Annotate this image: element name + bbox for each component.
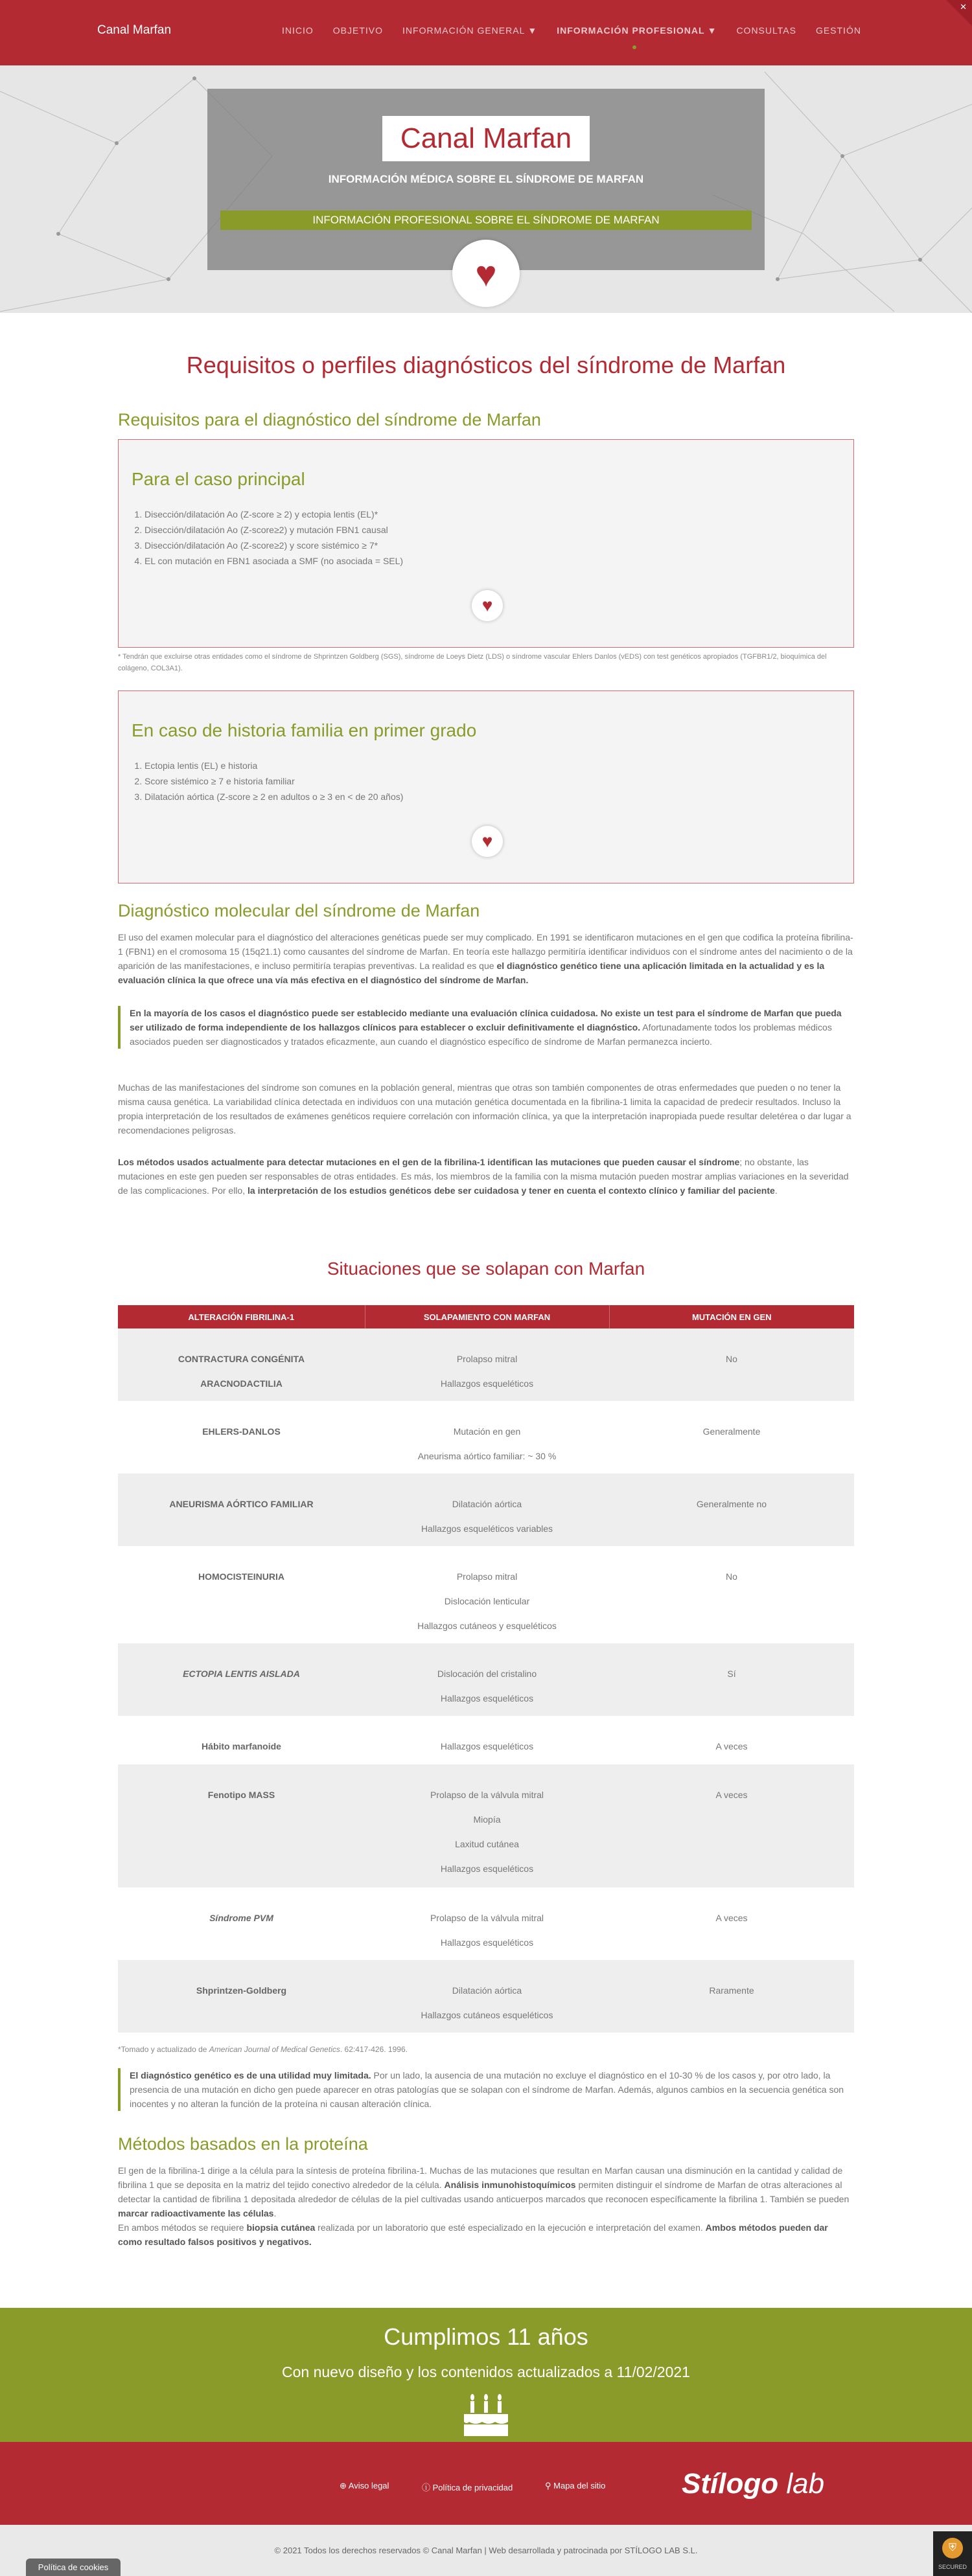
- nav-consultas[interactable]: CONSULTAS: [736, 25, 796, 36]
- cell-line: Prolapso de la válvula mitral: [430, 1913, 544, 1923]
- table-cell: [365, 1764, 609, 1887]
- shield-icon: ⊕: [340, 2481, 349, 2491]
- banner-subtitle: Con nuevo diseño y los contenidos actualizados a 11/02/2021: [282, 2364, 690, 2380]
- text-strong: Ambos métodos pueden dar como resultado falsos positivos y negativos.: [118, 2222, 828, 2247]
- text-strong: la interpretación de los estudios genéticos debe ser cuidadosa y tener en cuenta el contexto clínico y familiar del paciente: [248, 1185, 775, 1196]
- text-span: .: [774, 1185, 778, 1196]
- text-strong: Análisis inmunohistoquímicos: [444, 2180, 576, 2190]
- birthday-cake-icon: [460, 2392, 512, 2437]
- paragraph: Muchas de las manifestaciones del síndrome son comunes en la población general, mientras que otras son también componentes de otras enfermedades que pueden o no tener la misma causa genética. La variabilidad clínica detectada en individuos con una mutación genética documentada en la fibrilina-1 limita la capacidad de predecir resultados. Incluso la propia interpretación de los resultados de exámenes genéticos requiere correlación con información clínica, ya que la interpretación inapropiada puede resultar deletérea o dar lugar a recomendaciones peligrosas.: [118, 1082, 851, 1135]
- list-item: 1. Disección/dilatación Ao (Z-score ≥ 2) y ectopia lentis (EL)*: [145, 507, 403, 522]
- table-cell: [118, 1328, 365, 1401]
- paragraph: [118, 1155, 854, 1198]
- heart-logo-icon: ♥: [452, 240, 520, 307]
- cell-line: Prolapso de la válvula mitral: [430, 1790, 544, 1800]
- card-title: En caso de historia familia en primer grado: [132, 720, 477, 740]
- cell-line: Dislocación lenticular: [444, 1596, 530, 1606]
- table-cell: [365, 1474, 609, 1546]
- table-cell: [365, 1546, 609, 1643]
- text-span: El uso del examen molecular para el diagnóstico del alteraciones genéticas puede ser muy complicado. En 1991 se identificaron mutaciones en el gen que codifica la proteína fibrilina-1 (FBN1) en el cromosoma 15 (15q21.1) como causantes del síndrome de Marfan. En teoría este hallazgo permitiría identificar individuos con el síndrome antes del nacimiento o de la aparición de las manifestaciones, e incluso permitiría terapias preventivas. La realidad es que: [118, 932, 853, 971]
- card-title: Para el caso principal: [132, 469, 305, 489]
- table-cell: No: [609, 1546, 854, 1643]
- card-historia-familiar: [118, 690, 854, 883]
- footnote: * Tendrán que excluirse otras entidades como el síndrome de Shprintzen Goldberg (SGS), síndrome de Loeys Dietz (LDS) o síndrome vascular Ehlers Danlos (vEDS) con test genéticos apropiados (TGFBR1/2, bioquímica del colágeno, COL3A1).: [118, 653, 827, 672]
- table-row: [118, 1960, 854, 2033]
- cell-line: Hallazgos cutáneos esqueléticos: [421, 2010, 553, 2020]
- text-strong: En la mayoría de los casos el diagnóstico puede ser establecido mediante una evaluación clínica cuidadosa. No existe un test para el síndrome de Marfan que pueda ser utilizado de forma independiente de los hallazgos clínicos para establecer o excluir definitivamente el diagnóstico.: [130, 1008, 842, 1032]
- table-row: [118, 1887, 854, 1960]
- table-row: [118, 1328, 854, 1401]
- table-cell: HOMOCISTEINURIA: [118, 1546, 365, 1643]
- cell-line: CONTRACTURA CONGÉNITA: [178, 1354, 305, 1364]
- table-cell: ANEURISMA AÓRTICO FAMILIAR: [118, 1474, 365, 1546]
- text-span: En ambos métodos se requiere: [118, 2222, 247, 2233]
- table-row: [118, 1716, 854, 1764]
- list-item: 3. Disección/dilatación Ao (Z-score≥2) y score sistémico ≥ 7*: [145, 538, 403, 553]
- text-span: . 62:417-426. 1996.: [340, 2045, 408, 2054]
- close-icon[interactable]: ✕: [960, 2, 967, 12]
- table-cell: Hábito marfanoide: [118, 1716, 365, 1764]
- chevron-down-icon: ▼: [707, 25, 717, 36]
- text-strong: el diagnóstico genético tiene una aplicación limitada en la actualidad y es la evaluación clínica la que ofrece una vía más efectiva en el diagnóstico del síndrome de Marfan.: [118, 961, 825, 985]
- nav-inicio[interactable]: INICIO: [282, 25, 314, 36]
- table-cell: Sí: [609, 1643, 854, 1716]
- criteria-list: [145, 758, 403, 804]
- cell-line: Aneurisma aórtico familiar: ~ 30 %: [417, 1451, 557, 1461]
- text-span: *Tomado y actualizado de: [118, 2045, 209, 2054]
- text-span: permiten distinguir el síndrome de Marfan de otras alteraciones al detectar la cantidad de fibrilina 1 depositada alrededor de células de la piel cultivadas usando anticuerpos marcados que reconocen específicamente la fibrilina 1. También se pueden: [118, 2180, 850, 2204]
- table-header-row: [118, 1305, 854, 1328]
- text-span: .: [273, 2208, 277, 2218]
- sitemap-icon: ⚲: [545, 2481, 554, 2491]
- text-strong: El diagnóstico genético es de una utilidad muy limitada.: [130, 2070, 371, 2080]
- site-logo[interactable]: Canal Marfan: [97, 23, 172, 37]
- copyright-bar: © 2021 Todos los derechos reservados © Canal Marfan | Web desarrollada y patrocinada por STÍLOGO LAB S.L.: [0, 2525, 972, 2576]
- table-cell: Generalmente: [609, 1401, 854, 1474]
- column-header: ALTERACIÓN FIBRILINA-1: [118, 1305, 365, 1328]
- section-title-diagnostico-molecular: Diagnóstico molecular del síndrome de Marfan: [118, 901, 480, 920]
- table-cell: ECTOPIA LENTIS AISLADA: [118, 1643, 365, 1716]
- cell-line: Hallazgos esqueléticos: [440, 1378, 534, 1389]
- table-row: [118, 1764, 854, 1887]
- hero-bar: INFORMACIÓN PROFESIONAL SOBRE EL SÍNDROME DE MARFAN: [220, 211, 752, 230]
- table-cell: Síndrome PVM: [118, 1887, 365, 1960]
- cell-line: ARACNODACTILIA: [200, 1378, 283, 1389]
- cookie-policy-button[interactable]: Política de cookies: [26, 2559, 121, 2576]
- hero-subtitle: INFORMACIÓN MÉDICA SOBRE EL SÍNDROME DE MARFAN: [328, 173, 644, 185]
- hero-title: Canal Marfan: [382, 116, 590, 161]
- cell-line: Prolapso mitral: [456, 1354, 518, 1364]
- table-cell: [365, 1401, 609, 1474]
- text-strong: Los métodos usados actualmente para detectar mutaciones en el gen de la fibrilina-1 identifican las mutaciones que pueden causar el síndrome: [118, 1157, 740, 1167]
- footer-link-label: Política de privacidad: [432, 2483, 513, 2492]
- column-header: MUTACIÓN EN GEN: [609, 1305, 854, 1328]
- text-span: Por un lado, la ausencia de una mutación no excluye el diagnóstico en el 10-30 % de los casos y, por otro lado, la presencia de una mutación en dicho gen puede aparecer en otras patologías que se solapan con el síndrome de Marfan. Además, algunos cambios en la secuencia genética son inocentes y no alteran la función de la proteína ni causan alteración clínica.: [130, 2070, 844, 2109]
- table-source: [118, 2044, 854, 2055]
- section-title-solapamientos: Situaciones que se solapan con Marfan: [327, 1259, 645, 1279]
- table-row: [118, 1474, 854, 1546]
- table-cell: Fenotipo MASS: [118, 1764, 365, 1887]
- cell-line: Hallazgos esqueléticos variables: [421, 1523, 553, 1534]
- main-nav: [282, 25, 861, 36]
- nav-informacion-profesional-label: INFORMACIÓN PROFESIONAL: [557, 25, 705, 36]
- footer-link-aviso-legal[interactable]: [340, 2481, 389, 2491]
- card-caso-principal: [118, 439, 854, 648]
- cell-line: Miopía: [473, 1814, 501, 1825]
- table-cell: [365, 1328, 609, 1401]
- nav-informacion-profesional[interactable]: [557, 25, 717, 36]
- cell-line: Dilatación aórtica: [452, 1985, 522, 1996]
- text-span: Afortunadamente todos los problemas médicos asociados pueden ser diagnosticados y tratados eficazmente, aun cuando el diagnóstico específico de síndrome de Marfan permanezca incierto.: [130, 1022, 832, 1047]
- heart-icon: ♥: [472, 590, 503, 621]
- page-title: Requisitos o perfiles diagnósticos del síndrome de Marfan: [186, 352, 786, 378]
- footer-link-mapa[interactable]: [545, 2481, 605, 2491]
- badge-label: SECURED: [938, 2564, 967, 2570]
- overlap-table: [118, 1305, 854, 2033]
- cell-line: Hallazgos esqueléticos: [440, 1693, 534, 1704]
- section-title-metodos-proteina: Métodos basados en la proteína: [118, 2134, 368, 2154]
- table-cell: [365, 1887, 609, 1960]
- text-span: El gen de la fibrilina-1 dirige a la célula para la síntesis de proteína fibrilina-1. Muchas de las mutaciones que resultan en Marfan causan una disminución en la cantidad y calidad de fibrilina 1 que se deposita en la matriz del tejido conectivo alrededor de la célula.: [118, 2165, 843, 2190]
- table-cell: A veces: [609, 1716, 854, 1764]
- section-title-requisitos: Requisitos para el diagnóstico del síndrome de Marfan: [118, 410, 541, 429]
- close-corner[interactable]: [946, 0, 972, 26]
- paragraph: [118, 930, 854, 987]
- cell-line: Dilatación aórtica: [452, 1499, 522, 1509]
- table-cell: A veces: [609, 1764, 854, 1887]
- table-cell: EHLERS-DANLOS: [118, 1401, 365, 1474]
- table-row: [118, 1401, 854, 1474]
- stilogo-lab-logo[interactable]: [682, 2468, 824, 2500]
- info-icon: ⓘ: [422, 2483, 433, 2492]
- brand-suffix: lab: [786, 2468, 825, 2500]
- table-row: [118, 1643, 854, 1716]
- list-item: 4. EL con mutación en FBN1 asociada a SMF (no asociada = SEL): [145, 553, 403, 569]
- text-strong: marcar radioactivamente las células: [118, 2208, 274, 2218]
- table-row: [118, 1546, 854, 1643]
- banner-title: Cumplimos 11 años: [384, 2323, 588, 2350]
- highlight-quote: [118, 2068, 854, 2111]
- table-cell: Shprintzen-Goldberg: [118, 1960, 365, 2033]
- text-span: ; no obstante, las mutaciones en este gen pueden ser responsables de otras entidades. Es más, los miembros de la familia con la misma mutación pueden mostrar amplias variaciones en la severidad de las complicaciones. Por ello,: [118, 1157, 849, 1196]
- paragraph: [118, 2220, 854, 2249]
- security-badge[interactable]: [933, 2531, 972, 2576]
- site-header: [0, 0, 972, 65]
- cell-line: Prolapso mitral: [456, 1571, 518, 1582]
- text-strong: biopsia cutánea: [246, 2222, 316, 2233]
- cell-line: Hallazgos esqueléticos: [440, 1864, 534, 1874]
- table-cell: No: [609, 1328, 854, 1401]
- table-cell: [365, 1643, 609, 1716]
- footer-link-label: Mapa del sitio: [553, 2481, 606, 2491]
- list-item: 2. Disección/dilatación Ao (Z-score≥2) y mutación FBN1 causal: [145, 522, 403, 538]
- list-item: 2. Score sistémico ≥ 7 e historia familiar: [145, 773, 403, 789]
- table-cell: [365, 1960, 609, 2033]
- highlight-quote: [118, 1006, 854, 1049]
- nav-gestion[interactable]: GESTIÓN: [815, 25, 861, 36]
- active-nav-indicator: [632, 45, 636, 49]
- criteria-list: [145, 507, 403, 569]
- text-span: realizada por un laboratorio que esté especializado en la ejecución e interpretación del examen.: [315, 2222, 706, 2233]
- footer-link-label: Aviso legal: [348, 2481, 389, 2491]
- brand-name: Stílogo: [682, 2468, 779, 2500]
- heart-icon: ♥: [472, 826, 503, 857]
- anniversary-banner: [0, 2308, 972, 2442]
- nav-informacion-general-label: INFORMACIÓN GENERAL: [402, 25, 526, 36]
- text-italic: American Journal of Medical Genetics: [209, 2045, 340, 2054]
- footer-link-privacidad[interactable]: [422, 2481, 513, 2493]
- table-cell: Hallazgos esqueléticos: [365, 1716, 609, 1764]
- site-footer: [0, 2442, 972, 2525]
- table-cell: Generalmente no: [609, 1474, 854, 1546]
- cell-line: Hallazgos cutáneos y esqueléticos: [417, 1621, 557, 1631]
- cell-line: Hallazgos esqueléticos: [440, 1937, 534, 1948]
- nav-objetivo[interactable]: OBJETIVO: [332, 25, 384, 36]
- list-item: 1. Ectopia lentis (EL) e historia: [145, 758, 403, 773]
- cell-line: Laxitud cutánea: [455, 1839, 519, 1849]
- cell-line: Mutación en gen: [453, 1426, 521, 1437]
- table-cell: A veces: [609, 1887, 854, 1960]
- column-header: SOLAPAMIENTO CON MARFAN: [365, 1305, 609, 1328]
- nav-informacion-general[interactable]: [402, 25, 537, 36]
- cell-line: Dislocación del cristalino: [437, 1669, 537, 1679]
- shield-icon: ⛨: [942, 2538, 963, 2559]
- list-item: 3. Dilatación aórtica (Z-score ≥ 2 en adultos o ≥ 3 en < de 20 años): [145, 789, 403, 804]
- paragraph: [118, 2163, 854, 2220]
- table-cell: Raramente: [609, 1960, 854, 2033]
- chevron-down-icon: ▼: [527, 25, 538, 36]
